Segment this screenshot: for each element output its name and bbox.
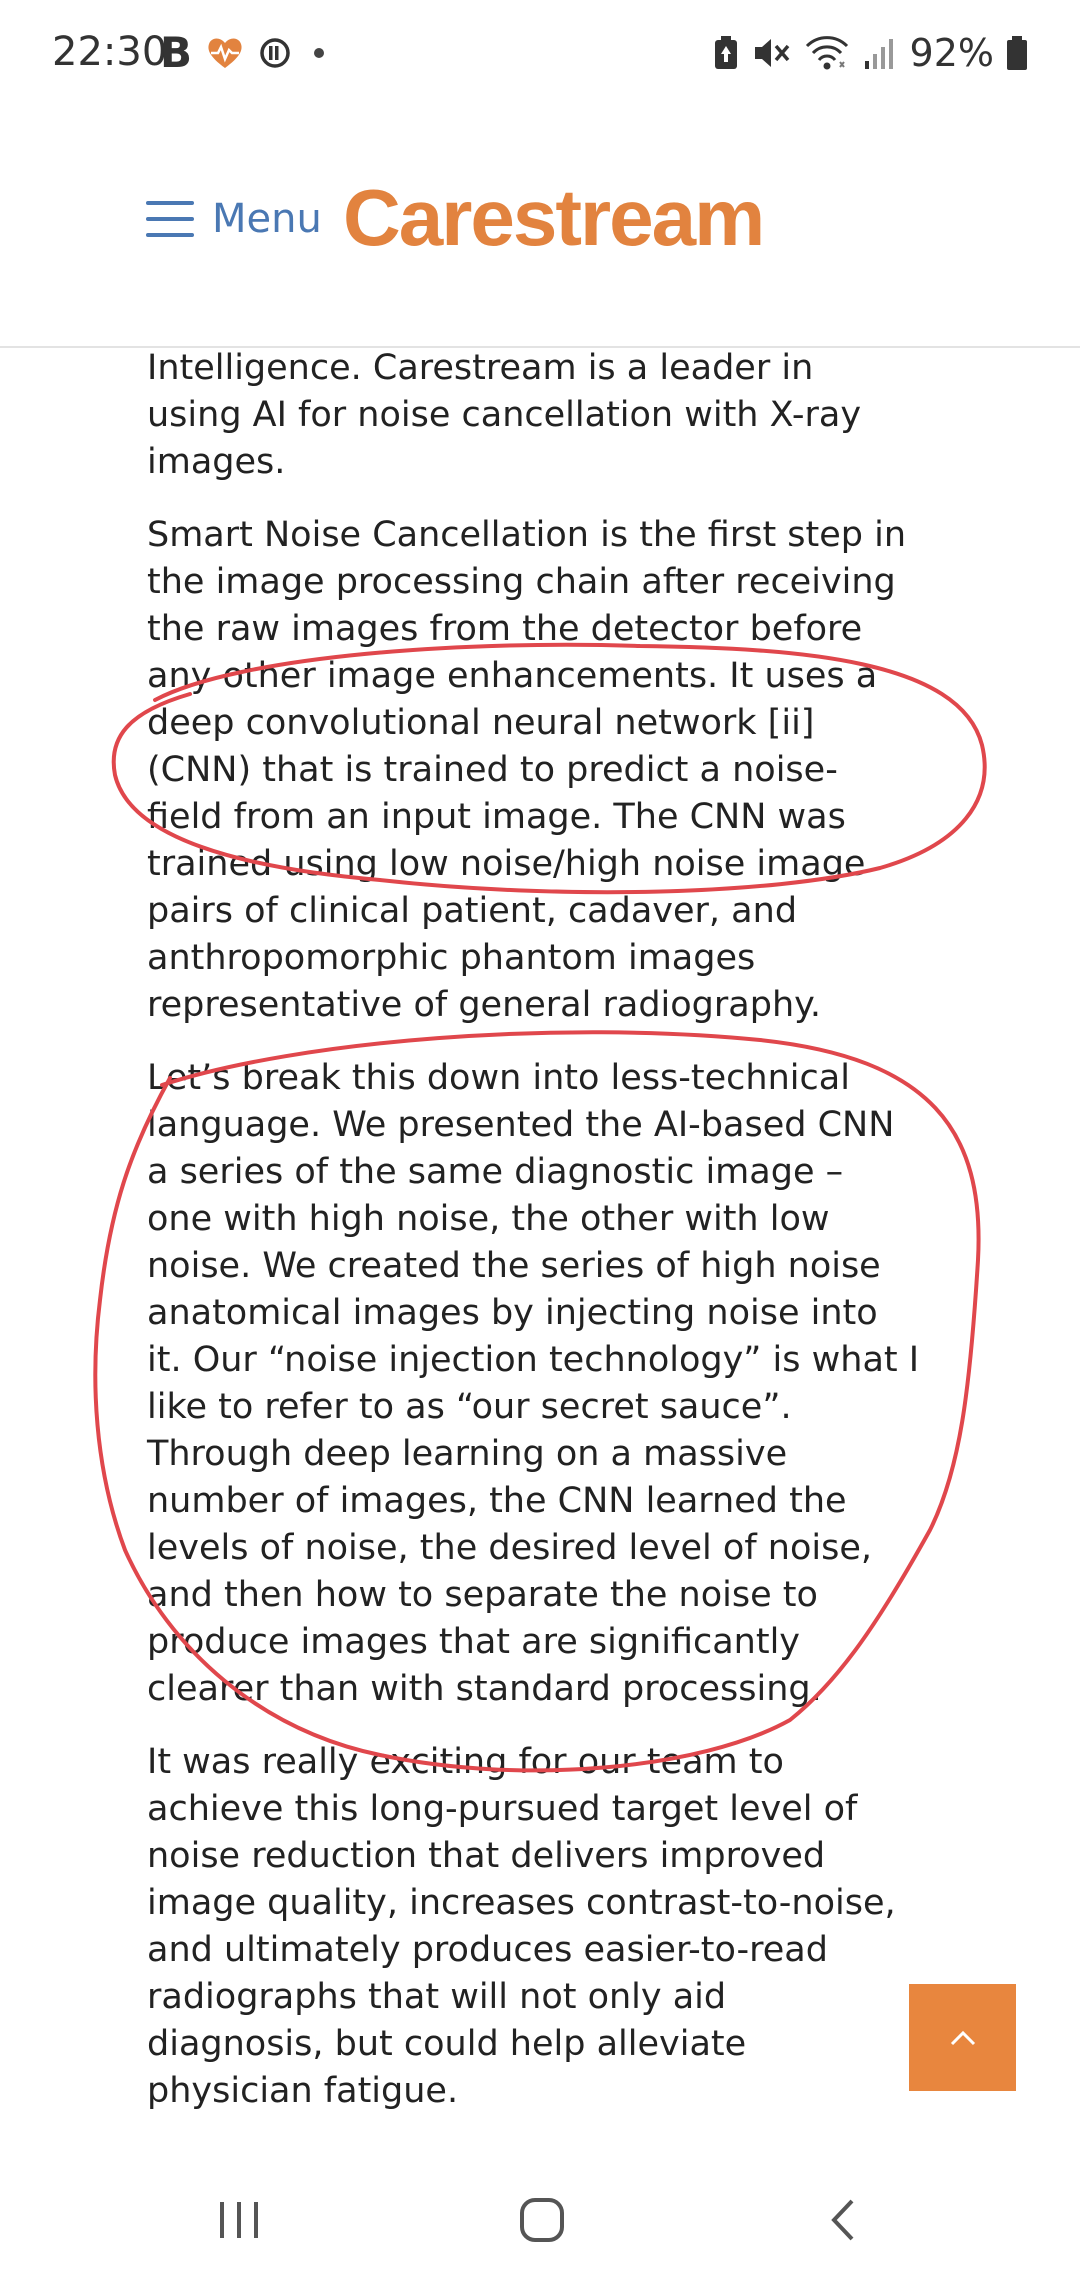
article-body — [147, 298, 947, 2141]
site-header — [0, 104, 1080, 348]
menu-button[interactable] — [146, 184, 322, 254]
wifi-icon — [804, 34, 850, 72]
paragraph-line: Intelligence. Carestream is a leader in — [147, 348, 814, 388]
paragraph-line: noise reduction that delivers improved — [147, 1836, 826, 1876]
paragraph-line: deep convolutional neural network [ii] — [147, 703, 815, 743]
paragraph-line: trained using low noise/high noise image — [147, 844, 866, 884]
sync-icon — [258, 36, 292, 70]
signal-icon — [862, 35, 898, 71]
status-bar — [0, 0, 1080, 104]
paragraph-line: Through deep learning on a massive — [147, 1434, 788, 1474]
recent-apps-icon[interactable] — [217, 2200, 261, 2240]
paragraph-line: Let’s break this down into less-technical — [147, 1058, 850, 1098]
paragraph-line: (CNN) that is trained to predict a noise- — [147, 750, 838, 790]
notification-icons — [160, 28, 324, 78]
app-b-icon: B — [160, 28, 193, 77]
more-notifications-dot — [314, 48, 324, 58]
paragraph-line: produce images that are significantly — [147, 1622, 801, 1662]
paragraph-line: using AI for noise cancellation with X-ray — [147, 395, 862, 435]
paragraph-line: field from an input image. The CNN was — [147, 797, 846, 837]
article-viewport — [0, 346, 1080, 2146]
menu-label[interactable]: Menu — [212, 196, 322, 242]
paragraph-line: achieve this long-pursued target level of — [147, 1789, 858, 1829]
paragraph-line: language. We presented the AI-based CNN — [147, 1105, 895, 1145]
paragraph-line: images. — [147, 442, 286, 482]
paragraph-line: it. Our “noise injection technology” is what I — [147, 1340, 920, 1380]
home-icon[interactable] — [518, 2196, 566, 2244]
back-to-top-button[interactable] — [909, 1984, 1016, 2091]
paragraph-line: anthropomorphic phantom images — [147, 938, 756, 978]
health-heart-icon — [206, 36, 244, 70]
paragraph-line: noise. We created the series of high noise — [147, 1246, 881, 1286]
home-button[interactable] — [502, 2190, 582, 2250]
recent-apps-button[interactable] — [199, 2190, 279, 2250]
paragraph-line: radiographs that will not only aid — [147, 1977, 727, 2017]
paragraph-line: pairs of clinical patient, cadaver, and — [147, 891, 798, 931]
system-nav-bar — [0, 2160, 1080, 2280]
back-icon[interactable] — [828, 2197, 858, 2243]
carestream-logo[interactable]: Carestream — [343, 173, 764, 262]
battery-percent: 92% — [909, 31, 994, 75]
paragraph-line: any other image enhancements. It uses a — [147, 656, 878, 696]
paragraph-line: It was really exciting for our team to — [147, 1742, 784, 1782]
battery-saver-icon — [712, 35, 740, 71]
mute-icon — [752, 35, 792, 71]
article-paragraph — [147, 1739, 947, 2115]
paragraph-line: anatomical images by injecting noise into — [147, 1293, 878, 1333]
paragraph-line: number of images, the CNN learned the — [147, 1481, 847, 1521]
paragraph-line: a series of the same diagnostic image – — [147, 1152, 844, 1192]
paragraph-line: and then how to separate the noise to — [147, 1575, 818, 1615]
paragraph-line: levels of noise, the desired level of noise, — [147, 1528, 872, 1568]
paragraph-line: diagnosis, but could help alleviate — [147, 2024, 747, 2064]
back-button[interactable] — [803, 2190, 883, 2250]
paragraph-line: the raw images from the detector before — [147, 609, 863, 649]
paragraph-line: the image processing chain after receiving — [147, 562, 896, 602]
article-paragraph — [147, 512, 947, 1029]
hamburger-icon[interactable] — [146, 197, 194, 241]
system-icons — [712, 28, 1028, 78]
paragraph-line: clearer than with standard processing. — [147, 1669, 822, 1709]
status-time: 22:30 — [52, 29, 168, 75]
paragraph-line: like to refer to as “our secret sauce”. — [147, 1387, 792, 1427]
paragraph-line: Smart Noise Cancellation is the first step in — [147, 515, 907, 555]
paragraph-line: representative of general radiography. — [147, 985, 821, 1025]
chevron-up-icon[interactable] — [948, 2028, 978, 2048]
paragraph-line: physician fatigue. — [147, 2071, 459, 2111]
paragraph-line: one with high noise, the other with low — [147, 1199, 830, 1239]
paragraph-line: and ultimately produces easier-to-read — [147, 1930, 828, 1970]
article-paragraph — [147, 1055, 947, 1713]
battery-icon — [1006, 35, 1028, 71]
paragraph-line: image quality, increases contrast-to-noise, — [147, 1883, 896, 1923]
